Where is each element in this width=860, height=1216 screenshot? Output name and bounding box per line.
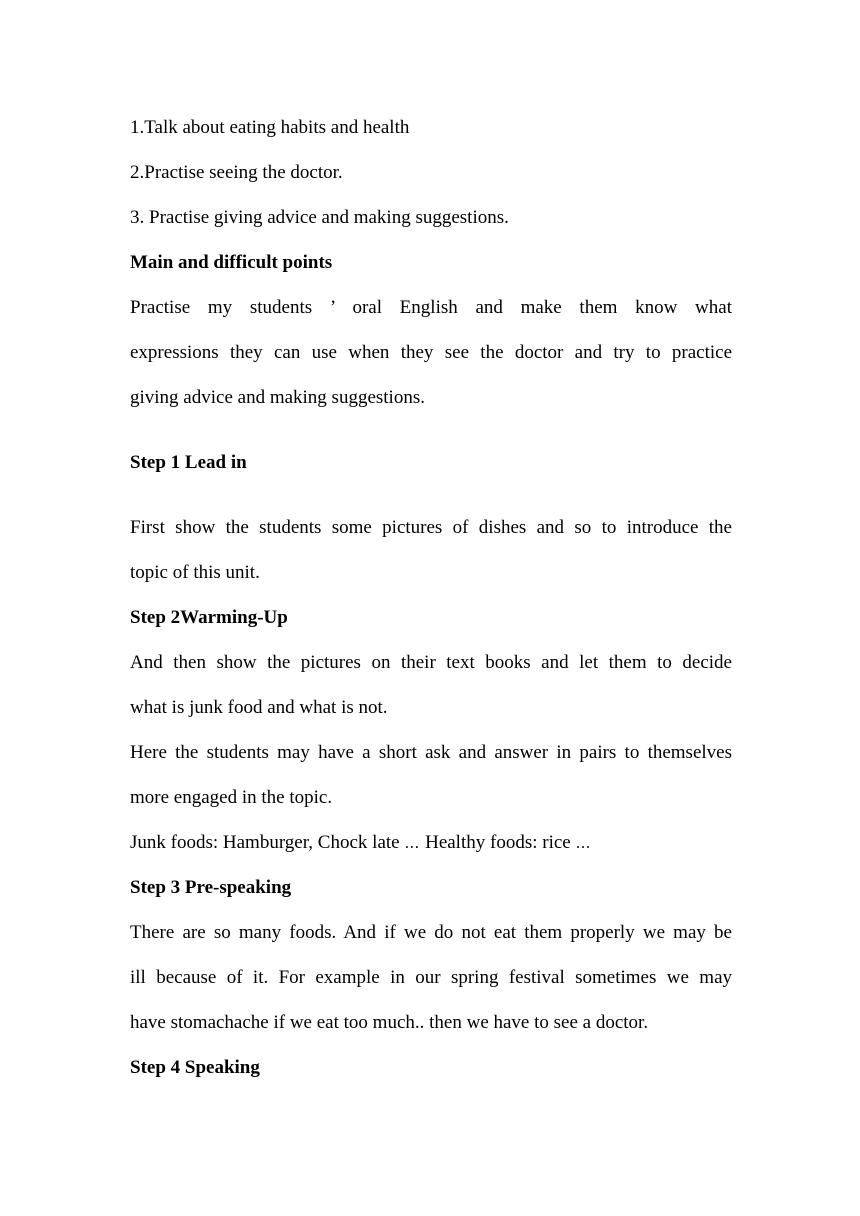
objective-2: 2.Practise seeing the doctor. (130, 162, 343, 183)
ellipsis-2: … (575, 834, 592, 852)
main-points-heading: Main and difficult points (130, 252, 333, 273)
healthy-foods-text: Healthy foods: rice (425, 832, 571, 853)
step2-heading: Step 2Warming-Up (130, 607, 288, 628)
step3-line-1: There are so many foods. And if we do not eat them properly we may be (130, 922, 732, 943)
main-points-line-1: Practise my students ’ oral English and make them know what (130, 297, 732, 318)
step2-line-4: more engaged in the topic. (130, 787, 333, 808)
food-examples-line (130, 829, 732, 874)
step2-line-2: what is junk food and what is not. (130, 697, 388, 718)
step2-line-1: And then show the pictures on their text books and let them to decide (130, 652, 732, 673)
objective-1: 1.Talk about eating habits and health (130, 117, 410, 138)
step1-line-1: First show the students some pictures of dishes and so to introduce the (130, 517, 732, 538)
objective-3: 3. Practise giving advice and making suggestions. (130, 207, 509, 228)
step3-line-3: have stomachache if we eat too much.. then we have to see a doctor. (130, 1012, 649, 1033)
step1-heading: Step 1 Lead in (130, 452, 247, 473)
document-page (130, 114, 732, 1099)
step2-line-3: Here the students may have a short ask and answer in pairs to themselves (130, 742, 732, 763)
step3-heading: Step 3 Pre-speaking (130, 877, 292, 898)
step3-line-2: ill because of it. For example in our spring festival sometimes we may (130, 967, 732, 988)
main-points-line-2: expressions they can use when they see the doctor and try to practice (130, 342, 732, 363)
ellipsis-1: … (404, 834, 421, 852)
junk-foods-text: Junk foods: Hamburger, Chock late (130, 832, 400, 853)
step4-heading: Step 4 Speaking (130, 1057, 260, 1078)
main-points-line-3: giving advice and making suggestions. (130, 387, 425, 408)
step1-line-2: topic of this unit. (130, 562, 260, 583)
